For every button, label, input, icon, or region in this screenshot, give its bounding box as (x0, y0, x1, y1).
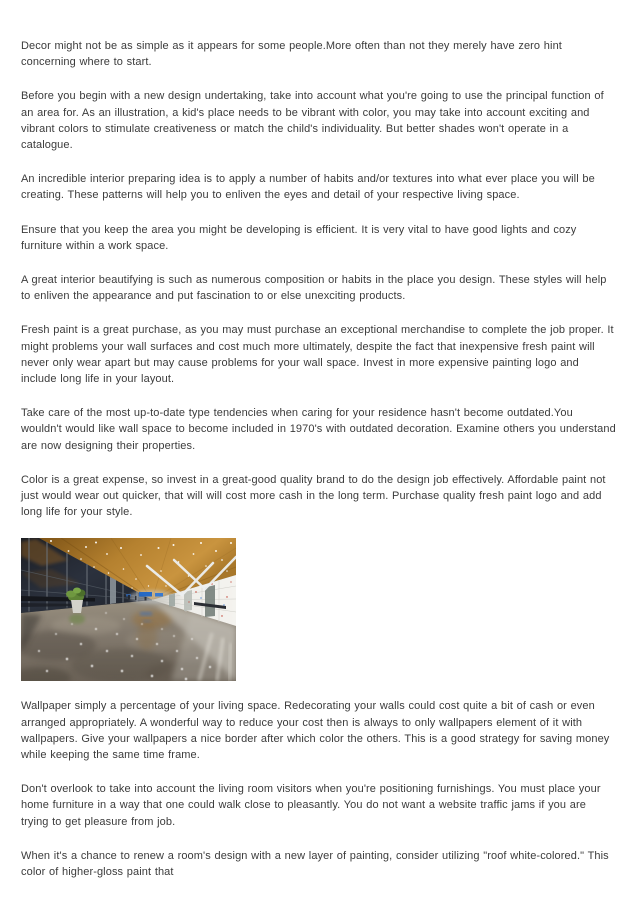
paragraph: Color is a great expense, so invest in a great-good quality brand to do the design job effectively. Affordable paint not just would wear out quicker, that will will cost more cash in the long term. Purchase quality fresh paint logo and add long life for your style. (21, 473, 606, 519)
paragraph: When it's a chance to renew a room's design with a new layer of painting, consider utilizing "roof white-colored." This color of higher-gloss paint that (21, 849, 609, 879)
paragraph: A great interior beautifying is such as numerous composition or habits in the place you design. These styles will help to enliven the appearance and put fascination to or else unexciting products. (21, 274, 607, 303)
paragraph: Decor might not be as simple as it appears for some people.More often than not they merely have zero hint concerning where to start. (21, 40, 562, 69)
paragraph: Take care of the most up-to-date type tendencies when caring for your residence hasn't become outdated.You wouldn't would like wall space to become included in 1970's with outdated decoration. Examine others you understand are now designing their properties. (21, 407, 616, 452)
paragraph: Don't overlook to take into account the living room visitors when you're positioning furnishings. You must place your home furniture in a way that one could walk close to pleasantly. You do not want a website traffic jams if you are trying to get pleasure from job. (21, 783, 601, 828)
paragraph: Before you begin with a new design undertaking, take into account what you're going to use the principal function of an area for. As an illustration, a kid's place needs to be vibrant with color, you may take into account exciting and vibrant colors to stimulate creativeness or match the child's individuality. But better shades won't operate in a catalogue. (21, 90, 604, 152)
paragraph: Wallpaper simply a percentage of your living space. Redecorating your walls could cost quite a bit of cash or even arranged appropriately. A wonderful way to reduce your cost then is always to only wallpapers element of it with wallpapers. Give your wallpapers a nice border after which color the others. This is a good strategy for saving money while keeping the same time frame. (21, 700, 610, 762)
article-body (21, 38, 617, 880)
article-photo (21, 538, 236, 681)
terminal-photo-illustration (21, 538, 236, 681)
paragraph: Fresh paint is a great purchase, as you may must purchase an exceptional merchandise to complete the job proper. It might problems your wall surfaces and cost much more ultimately, despite the fact that inexpensive fresh paint will never only wear apart but may cause problems for your wall space. Invest in more expensive painting logo and include long life in your layout. (21, 324, 614, 386)
paragraph: Ensure that you keep the area you might be developing is efficient. It is very vital to have good lights and cozy furniture within a work space. (21, 223, 577, 252)
paragraph: An incredible interior preparing idea is to apply a number of habits and/or textures into what ever place you will be creating. These patterns will help you to enliven the eyes and detail of your respective living space. (21, 173, 595, 202)
